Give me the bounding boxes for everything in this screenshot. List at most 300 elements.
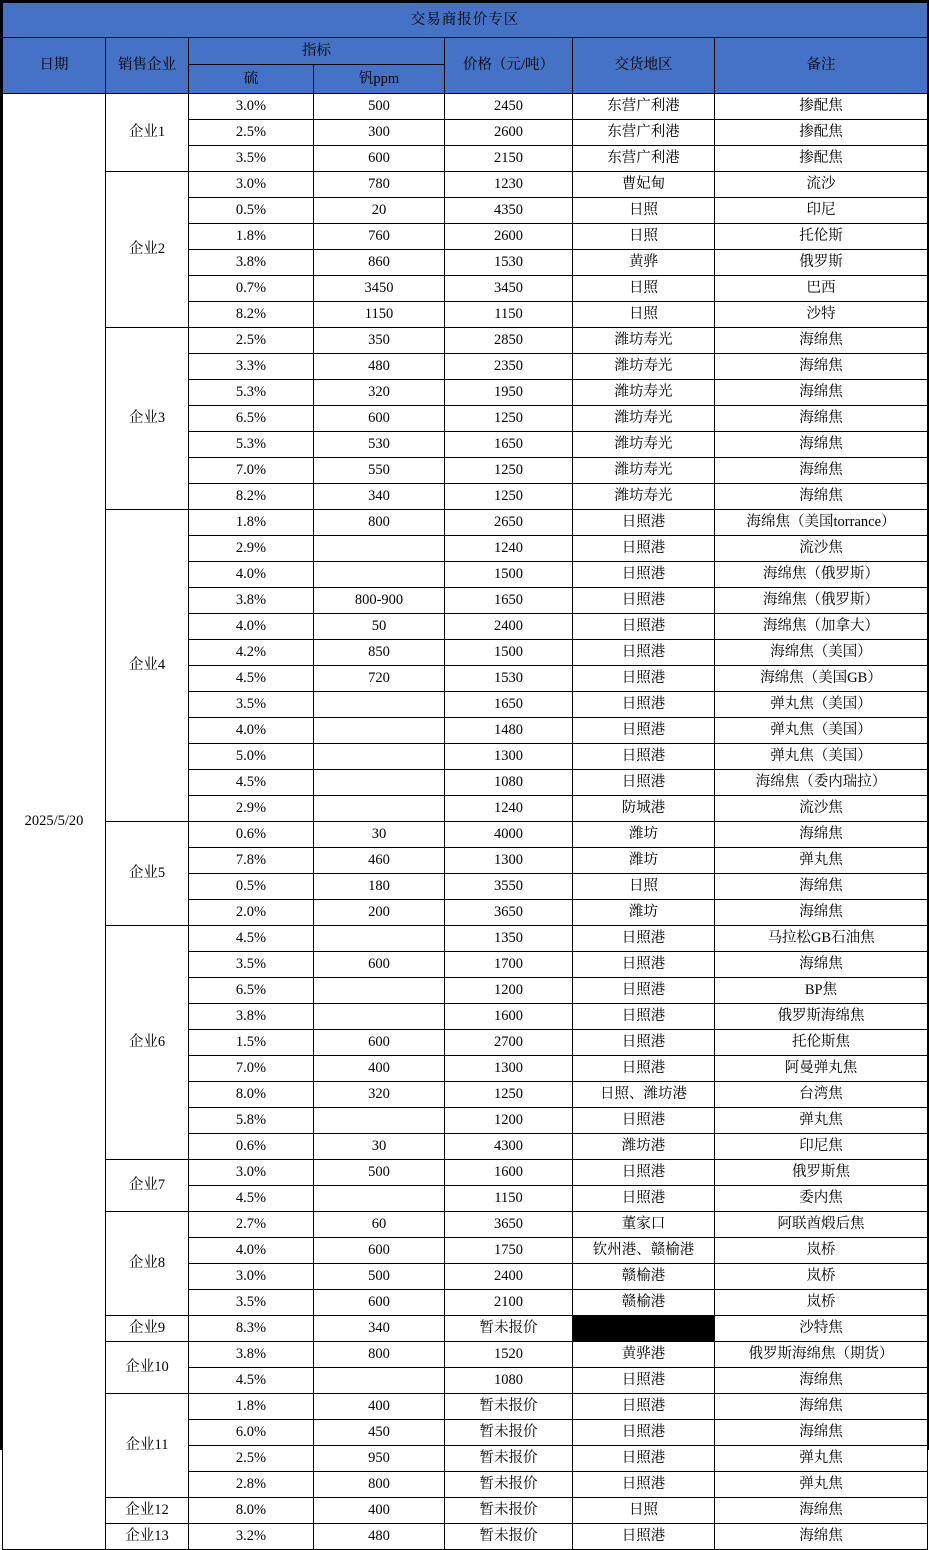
vanadium-cell: 340: [314, 1316, 445, 1342]
price-cell: 2400: [445, 614, 573, 640]
sulfur-cell: 3.2%: [189, 1524, 314, 1550]
column-header-date: 日期: [3, 38, 106, 94]
remark-cell: 海绵焦: [715, 380, 928, 406]
sulfur-cell: 7.0%: [189, 1056, 314, 1082]
sulfur-cell: 2.9%: [189, 796, 314, 822]
delivery-cell: 潍坊寿光: [573, 380, 715, 406]
delivery-cell: 日照: [573, 276, 715, 302]
price-cell: 暂未报价: [445, 1316, 573, 1342]
remark-cell: 掺配焦: [715, 94, 928, 120]
delivery-cell: 曹妃甸: [573, 172, 715, 198]
price-cell: 1530: [445, 250, 573, 276]
vanadium-cell: [314, 926, 445, 952]
delivery-cell: 日照港: [573, 926, 715, 952]
delivery-cell: 日照港: [573, 510, 715, 536]
vanadium-cell: 780: [314, 172, 445, 198]
remark-cell: 阿联酋煅后焦: [715, 1212, 928, 1238]
remark-cell: 沙特: [715, 302, 928, 328]
sulfur-cell: 4.5%: [189, 1368, 314, 1394]
delivery-cell: 日照: [573, 1498, 715, 1524]
seller-cell: 企业1: [106, 94, 189, 172]
remark-cell: 海绵焦: [715, 900, 928, 926]
sulfur-cell: 1.8%: [189, 510, 314, 536]
column-header-delivery: 交货地区: [573, 38, 715, 94]
table-row: [3, 1524, 928, 1550]
price-cell: 1200: [445, 978, 573, 1004]
delivery-cell: 日照港: [573, 1004, 715, 1030]
remark-cell: 掺配焦: [715, 146, 928, 172]
sulfur-cell: 5.8%: [189, 1108, 314, 1134]
sulfur-cell: 6.5%: [189, 978, 314, 1004]
vanadium-cell: [314, 1108, 445, 1134]
column-header-price: 价格（元/吨）: [445, 38, 573, 94]
price-cell: 暂未报价: [445, 1524, 573, 1550]
price-cell: 1500: [445, 562, 573, 588]
price-cell: 1240: [445, 536, 573, 562]
seller-cell: 企业8: [106, 1212, 189, 1316]
sulfur-cell: 4.5%: [189, 1186, 314, 1212]
delivery-cell: 潍坊寿光: [573, 406, 715, 432]
vanadium-cell: 450: [314, 1420, 445, 1446]
sulfur-cell: 3.0%: [189, 1160, 314, 1186]
price-cell: 1600: [445, 1004, 573, 1030]
delivery-cell: 黄骅: [573, 250, 715, 276]
remark-cell: 弹丸焦（美国）: [715, 718, 928, 744]
vanadium-cell: 3450: [314, 276, 445, 302]
delivery-cell: 日照: [573, 198, 715, 224]
seller-cell: 企业6: [106, 926, 189, 1160]
remark-cell: 海绵焦: [715, 432, 928, 458]
sulfur-cell: 8.0%: [189, 1082, 314, 1108]
price-cell: 暂未报价: [445, 1420, 573, 1446]
remark-cell: 海绵焦: [715, 1394, 928, 1420]
sulfur-cell: 0.5%: [189, 198, 314, 224]
price-cell: 2850: [445, 328, 573, 354]
vanadium-cell: 600: [314, 1030, 445, 1056]
vanadium-cell: 350: [314, 328, 445, 354]
delivery-cell: 东营广利港: [573, 94, 715, 120]
column-header-seller: 销售企业: [106, 38, 189, 94]
sulfur-cell: 3.5%: [189, 146, 314, 172]
price-cell: 2400: [445, 1264, 573, 1290]
header-row-group: [3, 38, 928, 65]
remark-cell: 委内焦: [715, 1186, 928, 1212]
delivery-cell: 潍坊港: [573, 1134, 715, 1160]
seller-cell: 企业4: [106, 510, 189, 822]
price-cell: 1250: [445, 406, 573, 432]
vanadium-cell: [314, 718, 445, 744]
vanadium-cell: 500: [314, 94, 445, 120]
remark-cell: 弹丸焦（美国）: [715, 692, 928, 718]
price-cell: 1230: [445, 172, 573, 198]
column-header-remark: 备注: [715, 38, 928, 94]
table-row: [3, 1160, 928, 1186]
vanadium-cell: 530: [314, 432, 445, 458]
remark-cell: 托伦斯: [715, 224, 928, 250]
remark-cell: 巴西: [715, 276, 928, 302]
sulfur-cell: 4.0%: [189, 718, 314, 744]
remark-cell: 弹丸焦: [715, 1472, 928, 1498]
sulfur-cell: 2.5%: [189, 328, 314, 354]
remark-cell: 海绵焦: [715, 484, 928, 510]
price-cell: 1300: [445, 848, 573, 874]
price-cell: 1250: [445, 484, 573, 510]
vanadium-cell: 600: [314, 952, 445, 978]
table-row: [3, 1342, 928, 1368]
delivery-cell: 日照港: [573, 640, 715, 666]
vanadium-cell: 600: [314, 1290, 445, 1316]
delivery-cell: 日照港: [573, 744, 715, 770]
delivery-cell: 日照港: [573, 1472, 715, 1498]
vanadium-cell: 950: [314, 1446, 445, 1472]
delivery-cell: 日照港: [573, 536, 715, 562]
remark-cell: 海绵焦: [715, 328, 928, 354]
price-cell: 1300: [445, 1056, 573, 1082]
delivery-cell: 钦州港、赣榆港: [573, 1238, 715, 1264]
vanadium-cell: [314, 978, 445, 1004]
column-header-vanadium: 钒ppm: [314, 65, 445, 94]
seller-cell: 企业13: [106, 1524, 189, 1550]
sulfur-cell: 3.3%: [189, 354, 314, 380]
trader-quote-table: [2, 2, 928, 1550]
sulfur-cell: 5.3%: [189, 432, 314, 458]
vanadium-cell: 320: [314, 380, 445, 406]
vanadium-cell: 800-900: [314, 588, 445, 614]
vanadium-cell: 340: [314, 484, 445, 510]
price-cell: 2700: [445, 1030, 573, 1056]
seller-cell: 企业7: [106, 1160, 189, 1212]
sulfur-cell: 7.0%: [189, 458, 314, 484]
sulfur-cell: 6.5%: [189, 406, 314, 432]
delivery-cell: 潍坊寿光: [573, 432, 715, 458]
price-cell: 1530: [445, 666, 573, 692]
sulfur-cell: 2.5%: [189, 120, 314, 146]
sulfur-cell: 8.0%: [189, 1498, 314, 1524]
vanadium-cell: 400: [314, 1498, 445, 1524]
table-title: 交易商报价专区: [3, 3, 928, 38]
table-row: [3, 510, 928, 536]
price-cell: 暂未报价: [445, 1498, 573, 1524]
sulfur-cell: 3.0%: [189, 1264, 314, 1290]
remark-cell: 海绵焦: [715, 1498, 928, 1524]
remark-cell: 弹丸焦: [715, 1446, 928, 1472]
sulfur-cell: 1.8%: [189, 224, 314, 250]
remark-cell: 流沙: [715, 172, 928, 198]
remark-cell: 弹丸焦: [715, 1108, 928, 1134]
date-cell: 2025/5/20: [3, 94, 106, 1550]
price-cell: 1650: [445, 692, 573, 718]
remark-cell: 海绵焦（美国）: [715, 640, 928, 666]
remark-cell: 托伦斯焦: [715, 1030, 928, 1056]
vanadium-cell: 720: [314, 666, 445, 692]
table-row: [3, 1498, 928, 1524]
delivery-cell: 潍坊: [573, 822, 715, 848]
price-cell: 3650: [445, 1212, 573, 1238]
delivery-cell: 日照、潍坊港: [573, 1082, 715, 1108]
sulfur-cell: 3.8%: [189, 250, 314, 276]
delivery-cell: 日照: [573, 302, 715, 328]
remark-cell: 岚桥: [715, 1290, 928, 1316]
sulfur-cell: 4.2%: [189, 640, 314, 666]
sulfur-cell: 3.8%: [189, 1342, 314, 1368]
remark-cell: 海绵焦（加拿大）: [715, 614, 928, 640]
sulfur-cell: 0.6%: [189, 1134, 314, 1160]
delivery-cell: 日照港: [573, 1056, 715, 1082]
price-cell: 1300: [445, 744, 573, 770]
sulfur-cell: 8.2%: [189, 484, 314, 510]
price-cell: 暂未报价: [445, 1394, 573, 1420]
sulfur-cell: 3.8%: [189, 1004, 314, 1030]
delivery-cell: 日照港: [573, 1420, 715, 1446]
price-cell: 1950: [445, 380, 573, 406]
delivery-cell: 潍坊寿光: [573, 328, 715, 354]
seller-cell: 企业2: [106, 172, 189, 328]
vanadium-cell: [314, 536, 445, 562]
price-cell: 4350: [445, 198, 573, 224]
sulfur-cell: 8.3%: [189, 1316, 314, 1342]
sulfur-cell: 1.5%: [189, 1030, 314, 1056]
delivery-cell: 日照港: [573, 718, 715, 744]
sulfur-cell: 4.0%: [189, 614, 314, 640]
delivery-cell: [573, 1316, 715, 1342]
delivery-cell: 潍坊: [573, 900, 715, 926]
vanadium-cell: 800: [314, 1472, 445, 1498]
vanadium-cell: 30: [314, 822, 445, 848]
remark-cell: 海绵焦: [715, 406, 928, 432]
remark-cell: 弹丸焦: [715, 848, 928, 874]
delivery-cell: 日照港: [573, 1108, 715, 1134]
sulfur-cell: 3.5%: [189, 692, 314, 718]
price-cell: 3450: [445, 276, 573, 302]
sulfur-cell: 4.5%: [189, 926, 314, 952]
sulfur-cell: 0.5%: [189, 874, 314, 900]
sulfur-cell: 4.5%: [189, 770, 314, 796]
vanadium-cell: 400: [314, 1394, 445, 1420]
price-cell: 1650: [445, 432, 573, 458]
vanadium-cell: 800: [314, 1342, 445, 1368]
vanadium-cell: 60: [314, 1212, 445, 1238]
delivery-cell: 日照港: [573, 952, 715, 978]
remark-cell: 海绵焦: [715, 1524, 928, 1550]
delivery-cell: 日照港: [573, 1030, 715, 1056]
remark-cell: 海绵焦: [715, 458, 928, 484]
sulfur-cell: 3.0%: [189, 172, 314, 198]
vanadium-cell: [314, 770, 445, 796]
remark-cell: 弹丸焦（美国）: [715, 744, 928, 770]
delivery-cell: 东营广利港: [573, 120, 715, 146]
delivery-cell: 日照港: [573, 1368, 715, 1394]
vanadium-cell: [314, 562, 445, 588]
vanadium-cell: [314, 1004, 445, 1030]
sulfur-cell: 7.8%: [189, 848, 314, 874]
vanadium-cell: 860: [314, 250, 445, 276]
vanadium-cell: [314, 1368, 445, 1394]
delivery-cell: 日照港: [573, 1186, 715, 1212]
delivery-cell: 董家口: [573, 1212, 715, 1238]
delivery-cell: 日照港: [573, 588, 715, 614]
remark-cell: 台湾焦: [715, 1082, 928, 1108]
vanadium-cell: 180: [314, 874, 445, 900]
delivery-cell: 日照港: [573, 1160, 715, 1186]
price-cell: 暂未报价: [445, 1472, 573, 1498]
price-cell: 1480: [445, 718, 573, 744]
vanadium-cell: [314, 744, 445, 770]
remark-cell: 俄罗斯: [715, 250, 928, 276]
remark-cell: 海绵焦（美国torrance）: [715, 510, 928, 536]
seller-cell: 企业3: [106, 328, 189, 510]
price-cell: 1150: [445, 302, 573, 328]
vanadium-cell: 550: [314, 458, 445, 484]
remark-cell: 海绵焦: [715, 1420, 928, 1446]
delivery-cell: 日照港: [573, 562, 715, 588]
price-cell: 1700: [445, 952, 573, 978]
remark-cell: 印尼焦: [715, 1134, 928, 1160]
vanadium-cell: 200: [314, 900, 445, 926]
price-cell: 2600: [445, 224, 573, 250]
vanadium-cell: 30: [314, 1134, 445, 1160]
delivery-cell: 潍坊寿光: [573, 458, 715, 484]
vanadium-cell: 460: [314, 848, 445, 874]
price-cell: 2450: [445, 94, 573, 120]
price-cell: 1080: [445, 1368, 573, 1394]
price-cell: 2350: [445, 354, 573, 380]
price-cell: 4300: [445, 1134, 573, 1160]
remark-cell: 海绵焦: [715, 354, 928, 380]
price-cell: 2600: [445, 120, 573, 146]
remark-cell: 海绵焦: [715, 822, 928, 848]
sulfur-cell: 2.8%: [189, 1472, 314, 1498]
remark-cell: 岚桥: [715, 1264, 928, 1290]
table-row: [3, 1212, 928, 1238]
price-cell: 1600: [445, 1160, 573, 1186]
delivery-cell: 日照港: [573, 770, 715, 796]
price-cell: 1500: [445, 640, 573, 666]
seller-cell: 企业9: [106, 1316, 189, 1342]
delivery-cell: 日照港: [573, 692, 715, 718]
sulfur-cell: 1.8%: [189, 1394, 314, 1420]
remark-cell: 海绵焦（俄罗斯）: [715, 588, 928, 614]
table-row: [3, 1316, 928, 1342]
vanadium-cell: 400: [314, 1056, 445, 1082]
vanadium-cell: 600: [314, 1238, 445, 1264]
delivery-cell: 日照: [573, 874, 715, 900]
remark-cell: 岚桥: [715, 1238, 928, 1264]
sulfur-cell: 2.7%: [189, 1212, 314, 1238]
price-cell: 1200: [445, 1108, 573, 1134]
remark-cell: 海绵焦（委内瑞拉）: [715, 770, 928, 796]
price-cell: 1240: [445, 796, 573, 822]
price-cell: 2650: [445, 510, 573, 536]
vanadium-cell: 300: [314, 120, 445, 146]
delivery-cell: 日照港: [573, 666, 715, 692]
remark-cell: 海绵焦: [715, 1368, 928, 1394]
vanadium-cell: 800: [314, 510, 445, 536]
table-row: [3, 1394, 928, 1420]
sulfur-cell: 3.5%: [189, 1290, 314, 1316]
price-cell: 3550: [445, 874, 573, 900]
sulfur-cell: 0.6%: [189, 822, 314, 848]
seller-cell: 企业11: [106, 1394, 189, 1498]
vanadium-cell: 500: [314, 1160, 445, 1186]
delivery-cell: 潍坊寿光: [573, 354, 715, 380]
table-row: [3, 328, 928, 354]
price-cell: 1150: [445, 1186, 573, 1212]
remark-cell: 阿曼弹丸焦: [715, 1056, 928, 1082]
sulfur-cell: 3.5%: [189, 952, 314, 978]
table-row: [3, 94, 928, 120]
vanadium-cell: 320: [314, 1082, 445, 1108]
vanadium-cell: 760: [314, 224, 445, 250]
price-cell: 1520: [445, 1342, 573, 1368]
sulfur-cell: 6.0%: [189, 1420, 314, 1446]
sulfur-cell: 3.8%: [189, 588, 314, 614]
vanadium-cell: 480: [314, 354, 445, 380]
remark-cell: 海绵焦（俄罗斯）: [715, 562, 928, 588]
delivery-cell: 日照港: [573, 1394, 715, 1420]
delivery-cell: 日照港: [573, 1446, 715, 1472]
table-row: [3, 926, 928, 952]
vanadium-cell: 600: [314, 406, 445, 432]
vanadium-cell: 850: [314, 640, 445, 666]
seller-cell: 企业5: [106, 822, 189, 926]
delivery-cell: 日照港: [573, 978, 715, 1004]
delivery-cell: 赣榆港: [573, 1290, 715, 1316]
seller-cell: 企业12: [106, 1498, 189, 1524]
delivery-cell: 日照港: [573, 1524, 715, 1550]
sulfur-cell: 8.2%: [189, 302, 314, 328]
price-cell: 4000: [445, 822, 573, 848]
vanadium-cell: 1150: [314, 302, 445, 328]
delivery-cell: 防城港: [573, 796, 715, 822]
price-cell: 暂未报价: [445, 1446, 573, 1472]
remark-cell: 流沙焦: [715, 796, 928, 822]
remark-cell: 俄罗斯焦: [715, 1160, 928, 1186]
price-cell: 1080: [445, 770, 573, 796]
sulfur-cell: 5.3%: [189, 380, 314, 406]
vanadium-cell: 500: [314, 1264, 445, 1290]
remark-cell: 海绵焦: [715, 874, 928, 900]
remark-cell: 流沙焦: [715, 536, 928, 562]
remark-cell: 海绵焦: [715, 952, 928, 978]
table-row: [3, 822, 928, 848]
delivery-cell: 黄骅港: [573, 1342, 715, 1368]
price-cell: 2100: [445, 1290, 573, 1316]
seller-cell: 企业10: [106, 1342, 189, 1394]
vanadium-cell: [314, 692, 445, 718]
delivery-cell: 日照港: [573, 614, 715, 640]
vanadium-cell: 600: [314, 146, 445, 172]
sulfur-cell: 2.5%: [189, 1446, 314, 1472]
remark-cell: 马拉松GB石油焦: [715, 926, 928, 952]
sulfur-cell: 5.0%: [189, 744, 314, 770]
remark-cell: 印尼: [715, 198, 928, 224]
sulfur-cell: 2.0%: [189, 900, 314, 926]
remark-cell: 掺配焦: [715, 120, 928, 146]
price-cell: 2150: [445, 146, 573, 172]
delivery-cell: 潍坊: [573, 848, 715, 874]
sulfur-cell: 4.0%: [189, 562, 314, 588]
remark-cell: BP焦: [715, 978, 928, 1004]
sulfur-cell: 4.5%: [189, 666, 314, 692]
remark-cell: 沙特焦: [715, 1316, 928, 1342]
title-row: [3, 3, 928, 38]
column-header-sulfur: 硫: [189, 65, 314, 94]
vanadium-cell: 50: [314, 614, 445, 640]
vanadium-cell: [314, 1186, 445, 1212]
remark-cell: 俄罗斯海绵焦（期货）: [715, 1342, 928, 1368]
price-cell: 1250: [445, 458, 573, 484]
sulfur-cell: 4.0%: [189, 1238, 314, 1264]
